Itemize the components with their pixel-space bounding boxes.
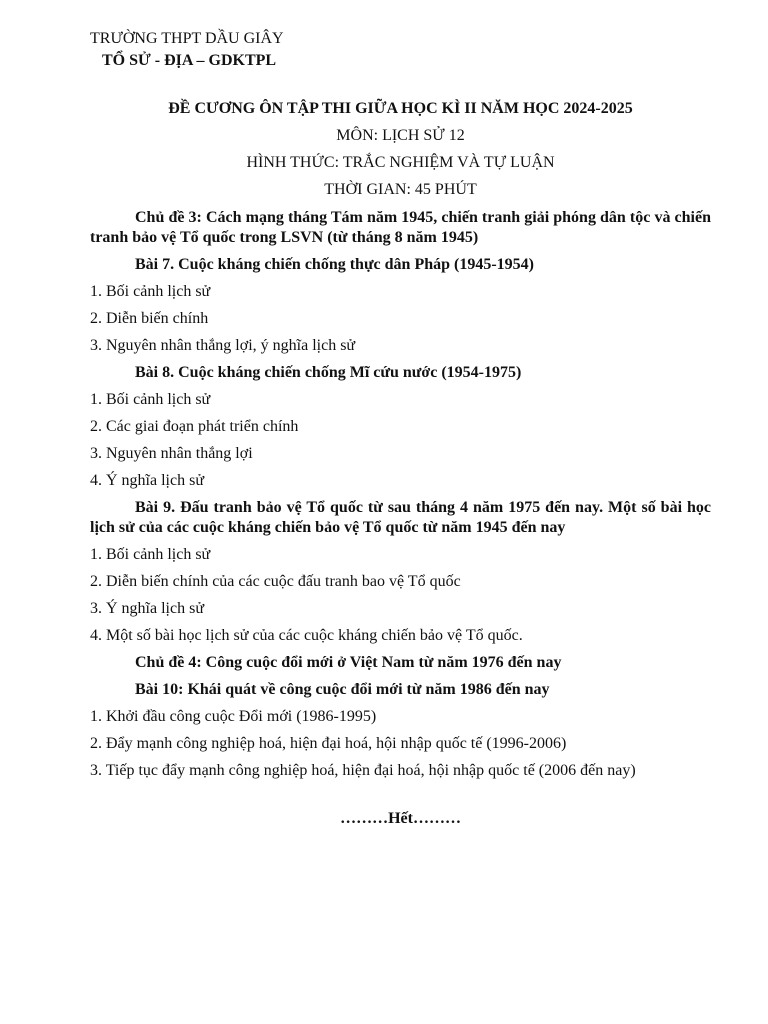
topic-3-section [90, 208, 711, 646]
list-item: 1. Bối cảnh lịch sử [90, 391, 211, 408]
topic-4-heading: Chủ đề 4: Công cuộc đổi mới ở Việt Nam từ năm 1976 đến nay [135, 654, 562, 671]
list-item: 2. Diễn biến chính của các cuộc đấu tranh bao vệ Tổ quốc [90, 573, 461, 590]
list-item: 4. Ý nghĩa lịch sử [90, 472, 204, 489]
list-item: 3. Nguyên nhân thắng lợi [90, 445, 253, 462]
lesson-8-heading: Bài 8. Cuộc kháng chiến chống Mĩ cứu nước (1954-1975) [135, 364, 522, 381]
lesson-10-heading: Bài 10: Khái quát về công cuộc đổi mới từ năm 1986 đến nay [135, 681, 550, 698]
department-name: TỔ SỬ - ĐỊA – GDKTPL [102, 52, 277, 69]
list-item: 2. Các giai đoạn phát triển chính [90, 418, 299, 435]
subject-line: MÔN: LỊCH SỬ 12 [336, 127, 465, 144]
lesson-9-heading: Bài 9. Đấu tranh bảo vệ Tổ quốc từ sau tháng 4 năm 1975 đến nay. Một số bài học lịch sử của các cuộc kháng chiến bảo vệ Tổ quốc từ năm 1945 đến nay [90, 499, 711, 536]
topic-4-section [90, 653, 711, 781]
list-item: 4. Một số bài học lịch sử của các cuộc kháng chiến bảo vệ Tổ quốc. [90, 627, 523, 644]
lesson-7-heading: Bài 7. Cuộc kháng chiến chống thực dân Pháp (1945-1954) [135, 256, 534, 273]
document-title: ĐỀ CƯƠNG ÔN TẬP THI GIỮA HỌC KÌ II NĂM HỌC 2024-2025 [168, 100, 633, 117]
topic-3-heading: Chủ đề 3: Cách mạng tháng Tám năm 1945, chiến tranh giải phóng dân tộc và chiến tranh bảo vệ Tổ quốc trong LSVN (từ tháng 8 năm 1945) [90, 209, 711, 246]
list-item: 2. Diễn biến chính [90, 310, 209, 327]
list-item: 2. Đẩy mạnh công nghiệp hoá, hiện đại hoá, hội nhập quốc tế (1996-2006) [90, 735, 567, 752]
format-line: HÌNH THỨC: TRẮC NGHIỆM VÀ TỰ LUẬN [246, 154, 555, 171]
list-item: 1. Bối cảnh lịch sử [90, 283, 211, 300]
duration-line: THỜI GIAN: 45 PHÚT [324, 181, 477, 198]
list-item: 1. Bối cảnh lịch sử [90, 546, 211, 563]
title-block [90, 95, 711, 203]
school-header [90, 28, 711, 72]
list-item: 3. Nguyên nhân thắng lợi, ý nghĩa lịch sử [90, 337, 356, 354]
list-item: 3. Tiếp tục đẩy mạnh công nghiệp hoá, hiện đại hoá, hội nhập quốc tế (2006 đến nay) [90, 762, 636, 779]
list-item: 1. Khởi đầu công cuộc Đổi mới (1986-1995) [90, 708, 377, 725]
end-marker: ………Hết……… [340, 810, 461, 827]
document-page [90, 28, 711, 829]
school-name: TRƯỜNG THPT DẦU GIÂY [90, 30, 284, 47]
list-item: 3. Ý nghĩa lịch sử [90, 600, 204, 617]
